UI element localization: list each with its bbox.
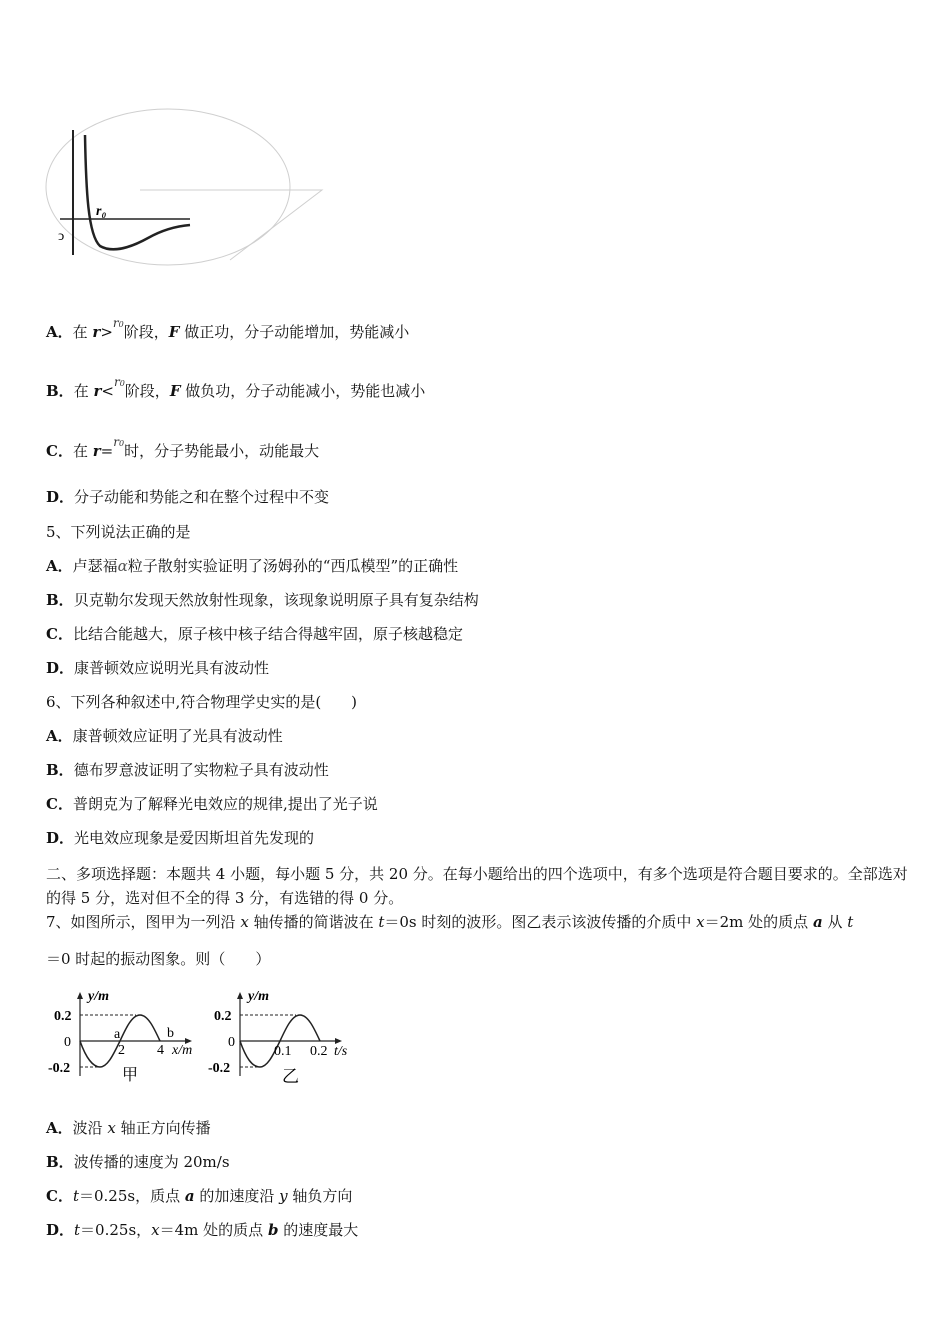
q5-option-b: B．贝克勒尔发现天然放射性现象，该现象说明原子具有复杂结构 <box>46 591 479 609</box>
q7-stem-line1: 7、如图所示，图甲为一列沿 x 轴传播的简谐波在 t＝0s 时刻的波形。图乙表示该波传播的介质中 x＝2m 处的质点 a 从 t <box>46 913 854 931</box>
wave-graph-jia <box>48 988 208 1088</box>
potential-curve <box>85 135 190 249</box>
y-arrow <box>77 992 83 999</box>
q5-stem: 5、下列说法正确的是 <box>46 523 191 541</box>
q4-option-a: A．在 r>$^{r0}$阶段，F 做正功，分子动能增加，势能减小 <box>46 316 410 341</box>
y-max-label: 0.2 <box>214 1009 232 1024</box>
q7-stem-line2: ＝0 时起的振动图象。则（ ） <box>46 950 271 968</box>
y-max-label: 0.2 <box>54 1009 72 1024</box>
origin-label: 0 <box>228 1035 235 1050</box>
q6-stem: 6、下列各种叙述中,符合物理学史实的是( ) <box>46 693 358 711</box>
r0-symbol: r0 <box>112 316 124 330</box>
x-label: x/m <box>172 1043 193 1058</box>
q7-option-d: D．t＝0.25s，x＝4m 处的质点 b 的速度最大 <box>46 1221 359 1239</box>
molecular-force-figure <box>40 95 340 265</box>
figure-triangle-outline <box>140 190 322 260</box>
q7-option-b: B．波传播的速度为 20m/s <box>46 1153 230 1171</box>
y-label: y/m <box>248 989 269 1004</box>
t-label: t/s <box>334 1044 348 1059</box>
q5-option-d: D．康普顿效应说明光具有波动性 <box>46 659 270 677</box>
point-a-label: a <box>114 1027 121 1042</box>
q6-option-b: B．德布罗意波证明了实物粒子具有波动性 <box>46 761 329 779</box>
point-b-label: b <box>167 1026 174 1041</box>
q5-option-c: C．比结合能越大，原子核中核子结合得越牢固，原子核越稳定 <box>46 625 463 643</box>
axis-origin-mark: ↄ <box>58 229 65 244</box>
x-tick-4: 4 <box>157 1043 164 1058</box>
y-label: y/m <box>88 989 109 1004</box>
q4-option-b: B．在 r<$^{r0}$阶段，F 做负功，分子动能减小，势能也减小 <box>46 375 426 400</box>
r0-symbol: r0 <box>113 435 125 449</box>
y-min-label: -0.2 <box>208 1061 231 1076</box>
q6-option-d: D．光电效应现象是爱因斯坦首先发现的 <box>46 829 315 847</box>
q5-option-a: A．卢瑟福α粒子散射实验证明了汤姆孙的“西瓜模型”的正确性 <box>46 557 459 575</box>
graph-name: 乙 <box>282 1067 299 1086</box>
y-min-label: -0.2 <box>48 1061 71 1076</box>
graph-name: 甲 <box>122 1067 139 1084</box>
alpha-symbol: α <box>117 557 128 575</box>
q6-option-a: A．康普顿效应证明了光具有波动性 <box>46 727 283 745</box>
y-arrow <box>237 992 243 999</box>
r0-symbol: r0 <box>113 375 125 389</box>
r0-label: r₀ <box>96 204 107 219</box>
x-tick-2: 2 <box>118 1043 125 1058</box>
q6-option-c: C．普朗克为了解释光电效应的规律,提出了光子说 <box>46 795 378 813</box>
q7-option-a: A．波沿 x 轴正方向传播 <box>46 1119 211 1137</box>
q7-option-c: C．t＝0.25s，质点 a 的加速度沿 y 轴负方向 <box>46 1187 353 1205</box>
q4-option-d: D．分子动能和势能之和在整个过程中不变 <box>46 488 330 506</box>
section-2-header: 二、多项选择题：本题共 4 小题，每小题 5 分，共 20 分。在每小题给出的四个选项中，有多个选项是符合题目要求的。全部选对的得 5 分，选对但不全的得 3 分，有选错的得 0 分。 <box>46 865 908 907</box>
origin-label: 0 <box>64 1035 71 1050</box>
q4-option-c: C．在 r=$^{r0}$时，分子势能最小，动能最大 <box>46 435 320 460</box>
t-tick-0.2: 0.2 <box>310 1044 328 1059</box>
vibration-graph-yi <box>206 988 366 1088</box>
t-tick-0.1: 0.1 <box>274 1044 292 1059</box>
